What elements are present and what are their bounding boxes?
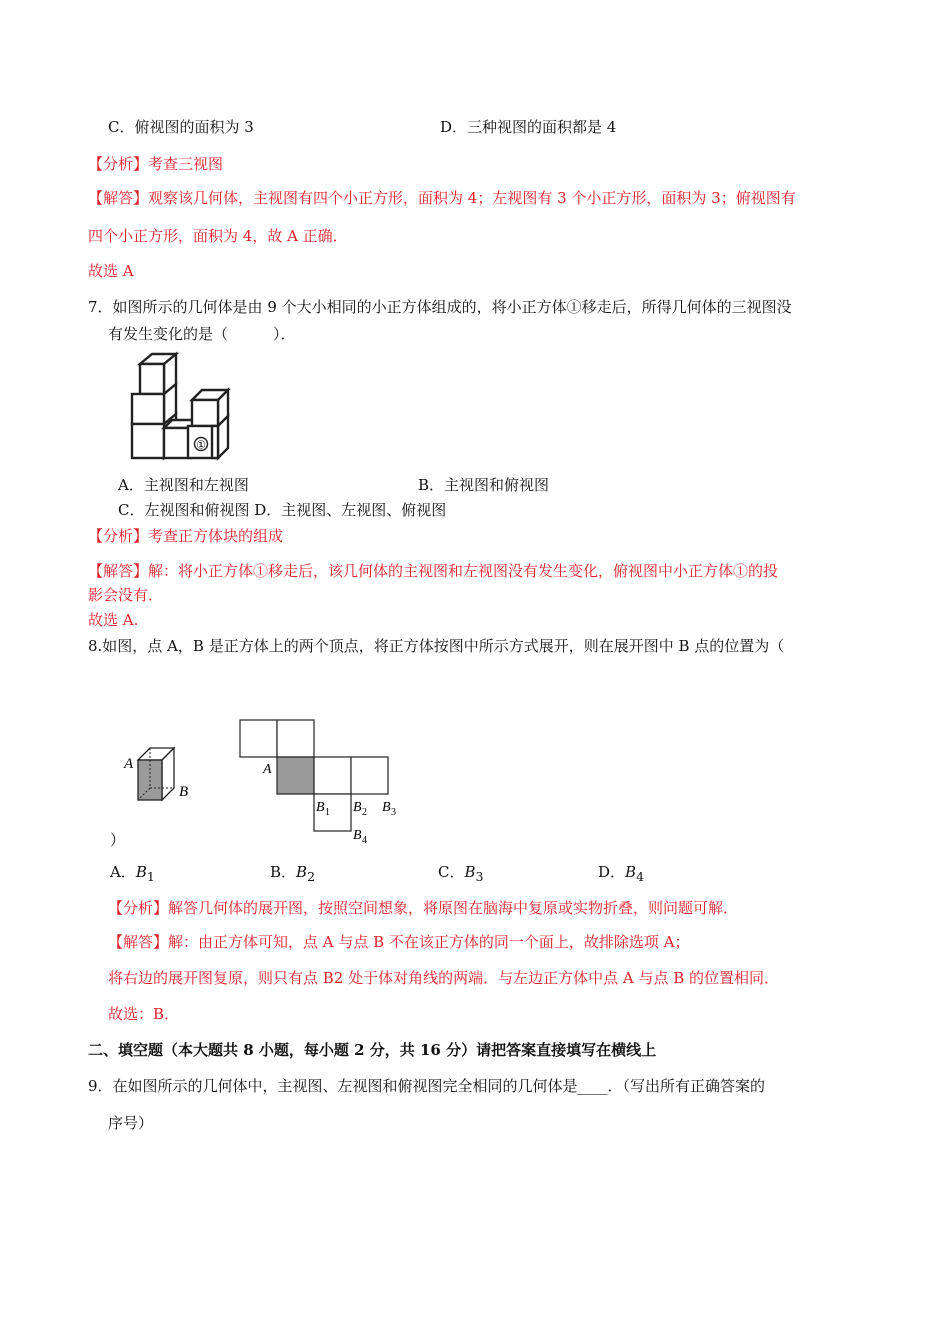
q6-answer-line2: 四个小正方形，面积为 4，故 A 正确． xyxy=(88,227,348,245)
q8-label-b: B xyxy=(179,784,189,800)
q8-answer-line2: 将右边的展开图复原，则只有点 B2 处于体对角线的两端．与左边正方体中点 A 与点 B 的位置相同． xyxy=(108,969,780,987)
q8-net-label-b4: B xyxy=(353,828,362,843)
q8-cube-figure xyxy=(118,738,208,810)
q6-option-c: C．俯视图的面积为 3 xyxy=(108,118,254,136)
q8-net-label-b1: B xyxy=(316,800,325,815)
section-2-heading: 二、填空题（本大题共 8 小题，每小题 2 分，共 16 分）请把答案直接填写在横线上 xyxy=(88,1041,657,1059)
q7-stem-line2: 有发生变化的是（ ）． xyxy=(108,325,296,343)
q8-close-paren: ） xyxy=(110,831,126,849)
q8-option-b: B．$B_2$ xyxy=(270,863,316,884)
q8-answer-line1: 【解答】解：由正方体可知，点 A 与点 B 不在该正方体的同一个面上，故排除选项 A； xyxy=(108,933,690,951)
q9-stem-line1: 9．在如图所示的几何体中，主视图、左视图和俯视图完全相同的几何体是____．（写出所有正确答案的 xyxy=(88,1077,766,1095)
q7-option-a: A．主视图和左视图 xyxy=(118,476,249,494)
q7-cube-label: ① xyxy=(196,439,206,452)
q8-label-a: A xyxy=(124,756,134,772)
q7-choose: 故选 A. xyxy=(88,611,139,629)
q8-stem: 8.如图，点 A，B 是正方体上的两个顶点，将正方体按图中所示方式展开，则在展开图中 B 点的位置为（ xyxy=(88,637,785,655)
q6-analysis: 【分析】考查三视图 xyxy=(88,155,224,173)
q7-analysis: 【分析】考查正方体块的组成 xyxy=(88,527,284,545)
q6-choose: 故选 A xyxy=(88,262,134,280)
q8-net-sub-4: 4 xyxy=(362,835,367,846)
q8-net-sub-2: 2 xyxy=(362,807,367,818)
q6-answer-line1: 【解答】观察该几何体，主视图有四个小正方形，面积为 4；左视图有 3 个小正方形，面积为 3；俯视图有 xyxy=(88,189,796,207)
q8-net-label-b2: B xyxy=(353,800,362,815)
q8-analysis: 【分析】解答几何体的展开图，按照空间想象，将原图在脑海中复原或实物折叠，则问题可解． xyxy=(108,899,739,917)
q8-net-figure xyxy=(232,716,412,846)
q8-option-d: D．$B_4$ xyxy=(598,863,645,884)
q9-stem-line2: 序号） xyxy=(108,1114,154,1132)
q8-option-a: A．$B_1$ xyxy=(110,863,155,884)
q7-cube-figure xyxy=(126,350,256,468)
q8-option-c: C．$B_3$ xyxy=(438,863,484,884)
q6-option-d: D．三种视图的面积都是 4 xyxy=(440,118,617,136)
q8-net-label-b3: B xyxy=(382,800,391,815)
q7-option-cd: C．左视图和俯视图 D．主视图、左视图、俯视图 xyxy=(118,501,447,519)
q8-net-label-a: A xyxy=(263,762,272,777)
q7-answer-line2: 影会没有． xyxy=(88,586,164,604)
q8-choose: 故选：B． xyxy=(108,1005,180,1023)
q8-net-sub-1: 1 xyxy=(325,807,330,818)
q7-stem-line1: 7．如图所示的几何体是由 9 个大小相同的小正方体组成的，将小正方体①移走后，所得几何体的三视图没 xyxy=(88,298,792,316)
q7-option-b: B．主视图和俯视图 xyxy=(418,476,550,494)
q7-answer-line1: 【解答】解：将小正方体①移走后，该几何体的主视图和左视图没有发生变化，俯视图中小正方体①的投 xyxy=(88,562,779,580)
q8-net-sub-3: 3 xyxy=(391,807,396,818)
